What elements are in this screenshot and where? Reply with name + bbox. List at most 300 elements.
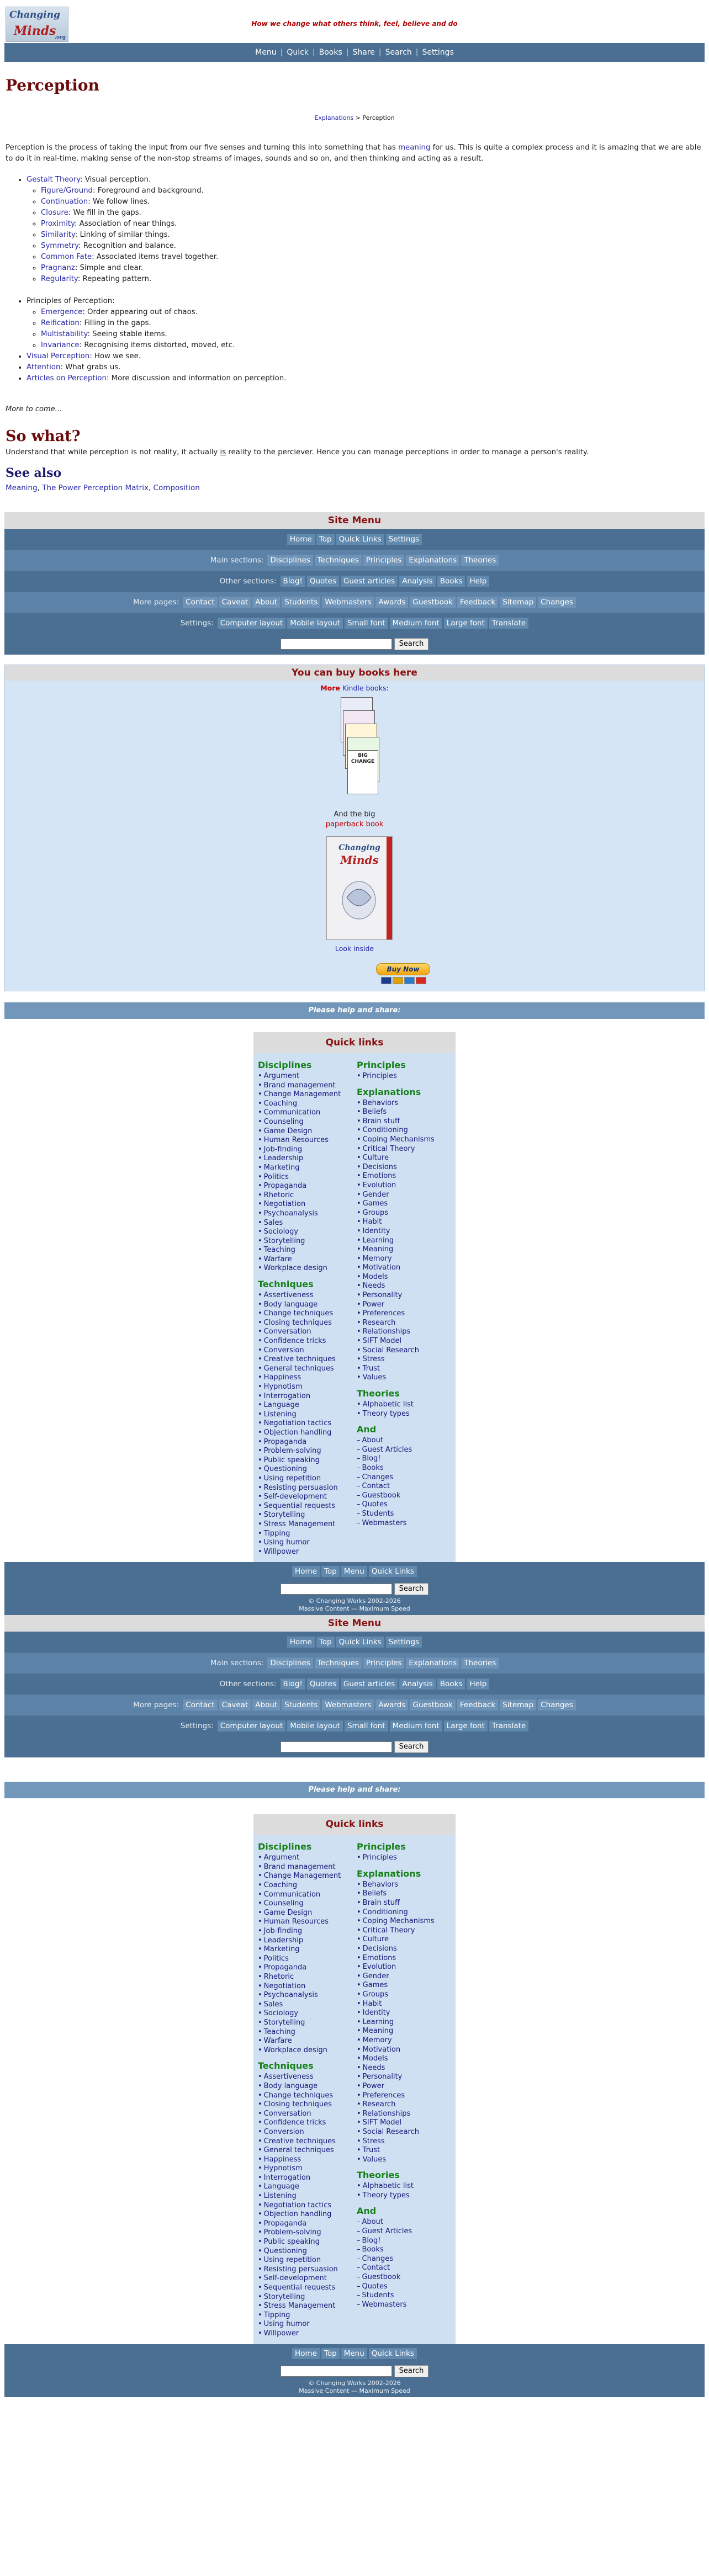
quick-link-item[interactable] [258, 1373, 357, 1383]
quick-link-item[interactable] [258, 1337, 357, 1346]
quick-link-item[interactable] [258, 1538, 357, 1548]
quick-link-item[interactable] [357, 2255, 456, 2264]
quick-link-item[interactable] [258, 2219, 357, 2229]
quick-link-item[interactable] [357, 1282, 456, 1291]
quick-link-item[interactable] [357, 1963, 456, 1972]
quick-link-item[interactable] [357, 1917, 456, 1926]
site-menu-link[interactable]: Sitemap [500, 597, 536, 608]
quick-link-item[interactable] [258, 2311, 357, 2320]
gestalt-item-link[interactable]: Figure/Ground [41, 187, 93, 195]
principle-item-link[interactable]: Emergence [41, 308, 83, 316]
site-menu-link[interactable]: Sitemap [500, 1699, 536, 1711]
site-menu-link[interactable]: Principles [363, 555, 405, 566]
site-menu-link[interactable]: Blog! [281, 1679, 305, 1690]
quick-link-item[interactable] [258, 1954, 357, 1964]
quick-link-item[interactable] [258, 2037, 357, 2046]
related-topic-link[interactable]: Attention [27, 363, 61, 371]
gestalt-item-link[interactable]: Common Fate [41, 253, 92, 261]
quick-link-item[interactable] [258, 1927, 357, 1936]
quick-link-item[interactable] [258, 1853, 357, 1863]
quick-link-item[interactable] [357, 1108, 456, 1117]
quick-link-item[interactable] [258, 1154, 357, 1164]
gestalt-item-link[interactable]: Pragnanz [41, 264, 75, 272]
quick-link-item[interactable] [258, 2238, 357, 2247]
site-menu-link[interactable]: Medium font [390, 1720, 442, 1732]
look-inside-link[interactable]: Look inside [335, 944, 374, 953]
site-menu-link[interactable]: Techniques [315, 555, 362, 566]
quick-link-item[interactable] [258, 1493, 357, 1502]
site-menu-link[interactable]: Theories [461, 555, 499, 566]
quick-link-item[interactable] [357, 2082, 456, 2091]
quick-link-item[interactable] [258, 1945, 357, 1954]
see-also-link[interactable]: Meaning [6, 484, 38, 492]
quick-link-item[interactable] [357, 2273, 456, 2282]
quick-link-item[interactable] [357, 1436, 456, 1446]
quick-link-item[interactable] [258, 2110, 357, 2119]
quick-link-item[interactable] [258, 2247, 357, 2256]
quick-link-item[interactable] [357, 1191, 456, 1200]
site-menu-link[interactable]: Explanations [406, 1658, 459, 1669]
quick-link-item[interactable] [258, 2228, 357, 2238]
site-menu-link[interactable]: Guestbook [410, 1699, 456, 1711]
quick-link-item[interactable] [357, 2191, 456, 2201]
quick-link-item[interactable] [258, 1484, 357, 1493]
quick-link-item[interactable] [357, 1309, 456, 1319]
site-menu-link[interactable]: Settings [386, 534, 422, 545]
quick-link-item[interactable] [258, 2182, 357, 2192]
site-menu-link[interactable]: Translate [489, 1720, 528, 1732]
quick-link-item[interactable] [357, 1881, 456, 1890]
search-input[interactable] [281, 1741, 392, 1752]
quick-link-item[interactable] [357, 2073, 456, 2082]
quick-link-item[interactable] [258, 1108, 357, 1118]
quick-link-item[interactable] [258, 1255, 357, 1265]
site-menu-link[interactable]: Small font [345, 618, 388, 629]
quick-link-item[interactable] [357, 2227, 456, 2237]
quick-link-item[interactable] [357, 2000, 456, 2009]
quick-link-item[interactable] [258, 1465, 357, 1474]
nav-share[interactable]: Share [352, 48, 375, 57]
quick-link-item[interactable] [258, 2155, 357, 2165]
principle-item-link[interactable]: Reification [41, 319, 80, 327]
site-menu-link[interactable]: Books [437, 1679, 465, 1690]
paperback-link[interactable]: paperback book [325, 820, 384, 828]
related-topic-link[interactable]: Visual Perception [27, 352, 90, 360]
quick-link-item[interactable] [258, 2118, 357, 2128]
help-share-bar[interactable]: Please help and share: [4, 1002, 705, 1019]
quick-link-item[interactable] [258, 1909, 357, 1918]
see-also-link[interactable]: The Power Perception Matrix [42, 484, 149, 492]
quick-link-item[interactable] [258, 2293, 357, 2302]
quick-link-item[interactable] [357, 1245, 456, 1255]
quick-link-item[interactable] [357, 2264, 456, 2273]
quick-link-item[interactable] [357, 2291, 456, 2301]
quick-link-item[interactable] [258, 2283, 357, 2293]
quick-link-item[interactable] [258, 2302, 357, 2311]
site-menu-link[interactable]: Guest articles [341, 1679, 398, 1690]
quick-link-item[interactable] [258, 1863, 357, 1872]
kindle-books-link[interactable]: Kindle books: [342, 684, 389, 692]
site-menu-link[interactable]: Computer layout [218, 618, 286, 629]
footer-link[interactable]: Home [292, 2348, 320, 2359]
quick-link-item[interactable] [357, 2301, 456, 2310]
site-menu-link[interactable]: Analysis [399, 1679, 436, 1690]
quick-link-item[interactable] [357, 1373, 456, 1383]
site-menu-link[interactable]: Webmasters [322, 1699, 374, 1711]
quick-link-item[interactable] [258, 2128, 357, 2137]
quick-link-item[interactable] [357, 1126, 456, 1135]
site-menu-link[interactable]: Top [316, 534, 335, 545]
quick-link-item[interactable] [357, 1236, 456, 1246]
site-menu-link[interactable]: Feedback [457, 597, 498, 608]
quick-link-item[interactable] [357, 1117, 456, 1127]
quick-link-item[interactable] [258, 1291, 357, 1300]
site-menu-link[interactable]: Techniques [315, 1658, 362, 1669]
quick-link-item[interactable] [357, 1981, 456, 1990]
site-menu-link[interactable]: Guest articles [341, 576, 398, 587]
site-menu-link[interactable]: Quotes [307, 1679, 339, 1690]
quick-link-item[interactable] [357, 1972, 456, 1982]
quick-link-item[interactable] [357, 1446, 456, 1455]
site-menu-link[interactable]: Webmasters [322, 597, 374, 608]
site-menu-link[interactable]: Principles [363, 1658, 405, 1669]
quick-link-item[interactable] [357, 1072, 456, 1081]
quick-link-item[interactable] [357, 2054, 456, 2064]
quick-link-item[interactable] [357, 1464, 456, 1473]
site-menu-link[interactable]: Medium font [390, 618, 442, 629]
quick-link-item[interactable] [258, 1438, 357, 1447]
buy-now-button[interactable] [376, 963, 431, 985]
site-menu-link[interactable]: Caveat [219, 1699, 251, 1711]
site-menu-link[interactable]: Students [282, 597, 320, 608]
quick-link-item[interactable] [258, 2019, 357, 2028]
quick-link-item[interactable] [357, 2118, 456, 2128]
quick-link-item[interactable] [258, 2009, 357, 2019]
quick-link-item[interactable] [357, 1273, 456, 1282]
quick-link-item[interactable] [357, 1346, 456, 1356]
quick-link-item[interactable] [258, 2329, 357, 2339]
quick-link-item[interactable] [258, 2164, 357, 2174]
site-menu-link[interactable]: Awards [375, 1699, 408, 1711]
gestalt-item-link[interactable]: Closure [41, 209, 68, 217]
quick-link-item[interactable] [357, 2009, 456, 2018]
quick-link-item[interactable] [357, 2137, 456, 2147]
quick-link-item[interactable] [357, 1908, 456, 1918]
nav-settings[interactable]: Settings [422, 48, 454, 57]
quick-link-item[interactable] [258, 1364, 357, 1374]
site-menu-link[interactable]: Large font [444, 1720, 488, 1732]
quick-link-item[interactable] [258, 1200, 357, 1209]
quick-link-item[interactable] [357, 1491, 456, 1501]
quick-link-item[interactable] [258, 1383, 357, 1392]
quick-link-item[interactable] [258, 2265, 357, 2275]
site-menu-link[interactable]: About [252, 597, 280, 608]
quick-link-item[interactable] [258, 1219, 357, 1228]
quick-link-item[interactable] [258, 1228, 357, 1237]
quick-link-item[interactable] [258, 1456, 357, 1465]
quick-link-item[interactable] [258, 1872, 357, 1881]
quick-link-item[interactable] [258, 2146, 357, 2155]
footer-link[interactable]: Top [321, 2348, 340, 2359]
quick-link-item[interactable] [357, 2100, 456, 2110]
site-menu-link[interactable]: Help [467, 1679, 489, 1690]
related-topic-link[interactable]: Articles on Perception [27, 374, 107, 383]
quick-link-item[interactable] [258, 2210, 357, 2219]
search-button[interactable]: Search [394, 638, 429, 650]
site-menu-link[interactable]: Caveat [219, 597, 251, 608]
quick-link-item[interactable] [258, 2082, 357, 2091]
quick-link-item[interactable] [357, 2218, 456, 2227]
breadcrumb-parent[interactable]: Explanations [314, 114, 354, 121]
site-menu-link[interactable]: Mobile layout [287, 618, 343, 629]
site-menu-link[interactable]: Help [467, 576, 489, 587]
quick-link-item[interactable] [258, 2100, 357, 2110]
quick-link-item[interactable] [258, 1881, 357, 1890]
quick-link-item[interactable] [258, 1973, 357, 1982]
quick-link-item[interactable] [357, 1300, 456, 1310]
kindle-books-image[interactable] [337, 697, 382, 796]
gestalt-item-link[interactable]: Similarity [41, 231, 75, 239]
search-button[interactable]: Search [394, 1583, 429, 1595]
quick-link-item[interactable] [258, 2256, 357, 2265]
quick-link-item[interactable] [357, 1990, 456, 2000]
quick-link-item[interactable] [258, 2201, 357, 2211]
quick-link-item[interactable] [258, 1327, 357, 1337]
quick-link-item[interactable] [258, 1319, 357, 1328]
gestalt-item-link[interactable]: Regularity [41, 275, 78, 283]
quick-link-item[interactable] [357, 2282, 456, 2292]
site-menu-link[interactable]: Disciplines [267, 555, 313, 566]
quick-link-item[interactable] [357, 1154, 456, 1163]
site-menu-link[interactable]: Translate [489, 618, 528, 629]
site-menu-link[interactable]: Theories [461, 1658, 499, 1669]
quick-link-item[interactable] [357, 1355, 456, 1364]
quick-link-item[interactable] [357, 1500, 456, 1510]
search-input[interactable] [281, 1584, 392, 1595]
site-menu-link[interactable]: Changes [538, 597, 576, 608]
quick-link-item[interactable] [258, 2274, 357, 2283]
quick-link-item[interactable] [357, 2146, 456, 2155]
quick-link-item[interactable] [357, 1319, 456, 1328]
quick-link-item[interactable] [357, 2046, 456, 2055]
quick-link-item[interactable] [258, 1346, 357, 1356]
site-menu-link[interactable]: Quotes [307, 576, 339, 587]
quick-link-item[interactable] [357, 2110, 456, 2119]
quick-link-item[interactable] [258, 1209, 357, 1219]
quick-link-item[interactable] [258, 1100, 357, 1109]
quick-link-item[interactable] [258, 1182, 357, 1191]
quick-link-item[interactable] [258, 1309, 357, 1319]
quick-link-item[interactable] [258, 1428, 357, 1438]
site-menu-link[interactable]: About [252, 1699, 280, 1711]
gestalt-item-link[interactable]: Continuation [41, 198, 88, 206]
quick-link-item[interactable] [258, 1410, 357, 1420]
help-share-bar[interactable]: Please help and share: [4, 1782, 705, 1798]
site-menu-link[interactable]: Settings [386, 1637, 422, 1648]
quick-link-item[interactable] [258, 1502, 357, 1511]
quick-link-item[interactable] [357, 1337, 456, 1346]
quick-link-item[interactable] [258, 1447, 357, 1456]
gestalt-item-link[interactable]: Symmetry [41, 242, 78, 250]
site-menu-link[interactable]: Large font [444, 618, 488, 629]
site-menu-link[interactable]: Home [287, 534, 315, 545]
quick-link-item[interactable] [258, 1355, 357, 1364]
quick-link-item[interactable] [258, 1300, 357, 1310]
quick-link-item[interactable] [258, 1899, 357, 1909]
quick-link-item[interactable] [357, 1099, 456, 1108]
see-also-link[interactable]: Composition [153, 484, 200, 492]
quick-link-item[interactable] [258, 1145, 357, 1155]
quick-link-item[interactable] [357, 2091, 456, 2101]
site-menu-link[interactable]: Students [282, 1699, 320, 1711]
quick-link-item[interactable] [258, 1246, 357, 1255]
footer-link[interactable]: Menu [341, 1566, 367, 1577]
quick-link-item[interactable] [357, 2155, 456, 2165]
quick-link-item[interactable] [258, 1511, 357, 1520]
quick-link-item[interactable] [357, 1172, 456, 1181]
quick-link-item[interactable] [258, 1520, 357, 1529]
quick-link-item[interactable] [258, 1918, 357, 1927]
quick-link-item[interactable] [357, 2237, 456, 2246]
search-input[interactable] [281, 2366, 392, 2377]
quick-link-item[interactable] [357, 1889, 456, 1899]
quick-link-item[interactable] [258, 2000, 357, 2010]
quick-link-item[interactable] [357, 1199, 456, 1209]
quick-link-item[interactable] [357, 1519, 456, 1528]
quick-link-item[interactable] [357, 1926, 456, 1936]
quick-link-item[interactable] [258, 2137, 357, 2147]
nav-books[interactable]: Books [319, 48, 342, 57]
quick-link-item[interactable] [258, 1072, 357, 1081]
quick-link-item[interactable] [357, 2027, 456, 2036]
quick-link-item[interactable] [258, 1191, 357, 1201]
paperback-book-image[interactable] [326, 836, 393, 940]
quick-link-item[interactable] [258, 2320, 357, 2329]
quick-link-item[interactable] [258, 1164, 357, 1173]
quick-link-item[interactable] [357, 1935, 456, 1945]
quick-link-item[interactable] [357, 1899, 456, 1908]
quick-link-item[interactable] [357, 1473, 456, 1483]
site-menu-link[interactable]: Analysis [399, 576, 436, 587]
site-menu-link[interactable]: Home [287, 1637, 315, 1648]
gestalt-link[interactable]: Gestalt Theory [27, 176, 81, 184]
nav-search[interactable]: Search [385, 48, 412, 57]
quick-link-item[interactable] [357, 2064, 456, 2073]
site-menu-link[interactable]: Contact [183, 597, 218, 608]
quick-link-item[interactable] [258, 1890, 357, 1900]
site-menu-link[interactable]: Books [437, 576, 465, 587]
quick-link-item[interactable] [357, 1145, 456, 1154]
footer-link[interactable]: Menu [341, 2348, 367, 2359]
quick-link-item[interactable] [258, 1081, 357, 1091]
site-menu-link[interactable]: Feedback [457, 1699, 498, 1711]
quick-link-item[interactable] [357, 2128, 456, 2137]
quick-link-item[interactable] [258, 1936, 357, 1946]
site-menu-link[interactable]: Quick Links [336, 1637, 384, 1648]
nav-menu[interactable]: Menu [255, 48, 277, 57]
quick-link-item[interactable] [357, 1400, 456, 1410]
quick-link-item[interactable] [258, 2174, 357, 2183]
site-menu-link[interactable]: Disciplines [267, 1658, 313, 1669]
search-input[interactable] [281, 639, 392, 650]
footer-link[interactable]: Quick Links [369, 1566, 417, 1577]
quick-link-item[interactable] [357, 1181, 456, 1191]
footer-link[interactable]: Home [292, 1566, 320, 1577]
quick-link-item[interactable] [357, 1454, 456, 1464]
site-menu-link[interactable]: Blog! [281, 576, 305, 587]
quick-link-item[interactable] [258, 1963, 357, 1973]
quick-link-item[interactable] [258, 1419, 357, 1428]
quick-link-item[interactable] [357, 1853, 456, 1863]
quick-link-item[interactable] [357, 1255, 456, 1264]
quick-link-item[interactable] [258, 1173, 357, 1182]
quick-link-item[interactable] [357, 2182, 456, 2191]
site-menu-link[interactable]: Quick Links [336, 534, 384, 545]
quick-link-item[interactable] [258, 1401, 357, 1410]
nav-quick[interactable]: Quick [287, 48, 309, 57]
search-button[interactable]: Search [394, 2365, 429, 2377]
quick-link-item[interactable] [357, 1291, 456, 1300]
quick-link-item[interactable] [258, 1127, 357, 1136]
quick-link-item[interactable] [258, 1991, 357, 2000]
quick-link-item[interactable] [258, 2073, 357, 2082]
quick-link-item[interactable] [357, 1227, 456, 1236]
gestalt-item-link[interactable]: Proximity [41, 220, 75, 228]
site-menu-link[interactable]: Contact [183, 1699, 218, 1711]
quick-link-item[interactable] [357, 1209, 456, 1218]
meaning-link[interactable]: meaning [398, 144, 431, 152]
quick-link-item[interactable] [357, 2018, 456, 2027]
quick-link-item[interactable] [357, 1263, 456, 1273]
site-menu-link[interactable]: Small font [345, 1720, 388, 1732]
quick-link-item[interactable] [357, 1482, 456, 1491]
quick-link-item[interactable] [357, 1163, 456, 1172]
quick-link-item[interactable] [258, 1548, 357, 1557]
principle-item-link[interactable]: Multistability [41, 330, 88, 338]
quick-link-item[interactable] [258, 1136, 357, 1145]
site-menu-link[interactable]: Explanations [406, 555, 459, 566]
quick-link-item[interactable] [258, 1090, 357, 1100]
site-menu-link[interactable]: Changes [538, 1699, 576, 1711]
quick-link-item[interactable] [258, 2192, 357, 2201]
site-menu-link[interactable]: Top [316, 1637, 335, 1648]
quick-link-item[interactable] [258, 2028, 357, 2037]
site-menu-link[interactable]: Guestbook [410, 597, 456, 608]
quick-link-item[interactable] [357, 1510, 456, 1519]
quick-link-item[interactable] [357, 1364, 456, 1374]
quick-link-item[interactable] [258, 2046, 357, 2056]
quick-link-item[interactable] [258, 1982, 357, 1991]
quick-link-item[interactable] [357, 1945, 456, 1954]
principle-item-link[interactable]: Invariance [41, 341, 80, 349]
quick-link-item[interactable] [258, 1264, 357, 1273]
quick-link-item[interactable] [258, 1474, 357, 1484]
site-menu-link[interactable]: Computer layout [218, 1720, 286, 1732]
quick-link-item[interactable] [258, 1237, 357, 1246]
quick-link-item[interactable] [357, 1135, 456, 1145]
site-menu-link[interactable]: Mobile layout [287, 1720, 343, 1732]
quick-link-item[interactable] [357, 1218, 456, 1227]
quick-link-item[interactable] [357, 1327, 456, 1337]
quick-link-item[interactable] [357, 1954, 456, 1963]
quick-link-item[interactable] [258, 1118, 357, 1127]
footer-link[interactable]: Quick Links [369, 2348, 417, 2359]
quick-link-item[interactable] [258, 1529, 357, 1539]
quick-link-item[interactable] [357, 2036, 456, 2046]
site-menu-link[interactable]: Awards [375, 597, 408, 608]
quick-link-item[interactable] [357, 1410, 456, 1419]
footer-link[interactable]: Top [321, 1566, 340, 1577]
